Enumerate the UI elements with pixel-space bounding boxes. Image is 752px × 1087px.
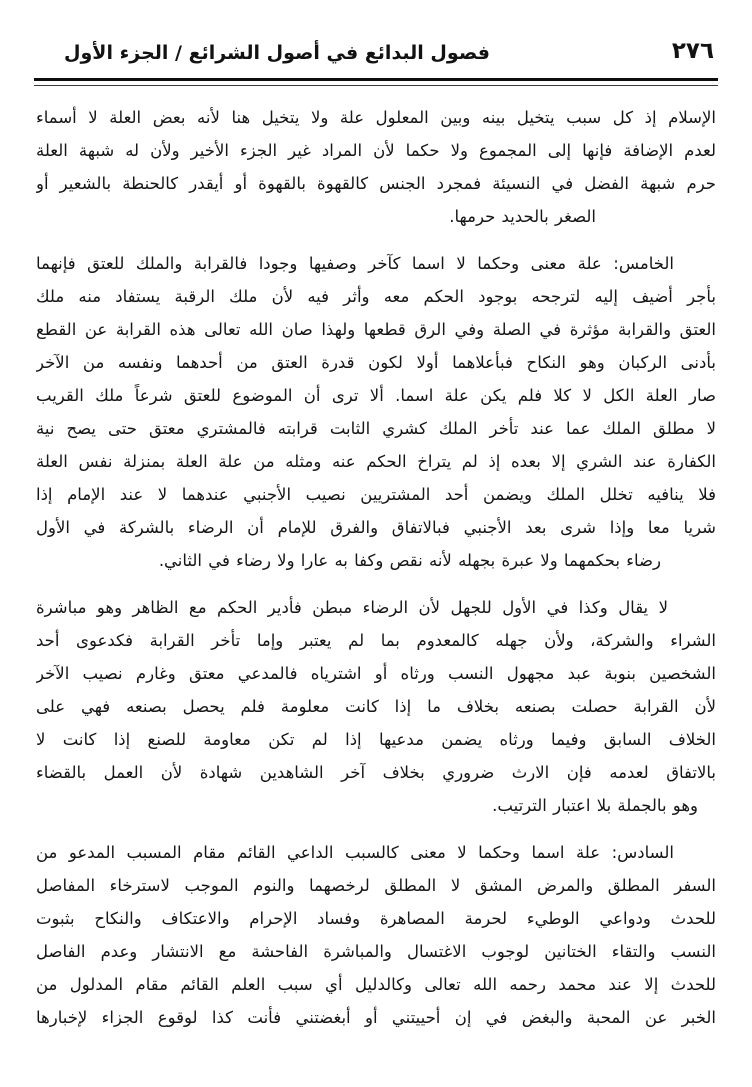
text-line: الكفارة عند الشري إلا بعده إذ لم يتراخ الحكم عنه ومثله من علة العلة بمنزلة نفس العلة [36,452,716,471]
paragraph [36,591,716,822]
text-line: الصغر بالحديد حرمها. [449,207,596,226]
header-rule-thick [34,78,718,81]
text-line: لأن القرابة حصلت بصنعه بخلاف ما إذا كانت معلومة فلم يحصل بصنعه فهي على [36,697,716,716]
text-line: العتق والقرابة مؤثرة في الصلة وفي الرق قطعها ولهذا صان الله تعالى هذه القرابة عن القطع [36,320,716,339]
text-line: بالاتفاق لعدمه فإن الارث ضروري بخلاف آخر الشاهدين شهادة لأن العمل بالقضاء [36,763,716,782]
book-header-title: فصول البدائع في أصول الشرائع / الجزء الأول [64,42,490,64]
text-line: لا يقال وكذا في الأول للجهل لأن الرضاء مبطن فأدير الحكم مع الظاهر وهو مباشرة [36,598,668,617]
text-line: حرم شبهة الفضل في النسيئة فمجرد الجنس كالقهوة بالقهوة أو أيقدر كالحنطة بالشعير أو [36,174,716,193]
text-line: لا مطلق الملك عما عند تأخر الملك كشري الثابت قرابته فالمشتري معتق حتى يصح نية [36,419,716,438]
text-line: بأدنى الركبان وهو النكاح فبأعلاهما أولا لكون قدرة العتق من أحدهما ونفسه من الآخر [36,353,716,372]
header-rule-thin [34,85,718,86]
text-line: السفر المطلق والمرض المشق لا المطلق لرخصهما والنوم الموجب لاسترخاء المفاصل [36,876,716,895]
text-line: الخلاف السابق وفيما ورثاه يضمن مدعيها إذا لم تكن معاومة للصنع إذا كانت لا [36,730,716,749]
text-line: للحدث ودواعي الوطيء لحرمة المصاهرة وفساد الإحرام والاعتكاف والنكاح بثبوت [36,909,716,928]
text-line: فلا ينافيه تخلل الملك ويضمن أحد المشتريين نصيب الأجنبي عندهما لا عند الإمام إذا [36,485,716,504]
text-line: الإسلام إذ كل سبب يتخيل بينه وبين المعلول علة ولا يتخيل هنا لأنه بعض العلة لا أسماء [36,108,716,127]
text-line: صار العلة الكل لا كلا فلم يكن علة اسما. ألا ترى أن الموضوع للعتق شرعاً ملك القريب [36,386,716,405]
text-line: الخامس: علة معنى وحكما لا اسما كآخر وصفيها وجودا فالقرابة والملك للعتق فإنهما [36,254,674,273]
text-line: الخبر عن المحبة والبغض في إن أحييتني أو أبغضتني فأنت كذا لوقوع الجزاء لإخبارها [36,1008,716,1027]
text-line: الشخصين بنوبة عبد مجهول النسب ورثاه أو اشترياه فالمدعي معتق وغارم نصيب الآخر [36,664,716,683]
text-line: النسب والتقاء الختانين لوجوب الاغتسال والمباشرة الفاحشة مع الانتشار وعدم الفاصل [36,942,716,961]
text-line: الشراء والشركة، ولأن جهله كالمعدوم بما لم يعتبر وإما تأخر القرابة فكدعوى أحد [36,631,716,650]
text-line: لعدم الإضافة فإنها إلى المجموع ولا حكما لأن المراد غير الجزء الأخير ولأن له شبهة العلة [36,141,716,160]
text-line: رضاء بحكمهما ولا عبرة بجهله لأنه نقص وكفا به عارا ولا رضاء في الثاني. [158,551,661,570]
text-line: وهو بالجملة بلا اعتبار الترتيب. [492,796,698,815]
text-line: بأجر أضيف إليه لترجحه بوجود الحكم معه وأثر فيه لأن ملك الرقبة يستفاد منه ملك [36,287,716,306]
text-line: السادس: علة اسما وحكما لا معنى كالسبب الداعي القائم مقام المسبب المدعو من [36,843,674,862]
text-line: شريا معا وإذا شرى بعد الأجنبي فبالاتفاق والفرق للإمام أن الرضاء بالشركة في الأول [36,518,716,537]
paragraph [36,101,716,233]
page-body [36,101,716,1034]
paragraph [36,247,716,577]
paragraph [36,836,716,1034]
text-line: للحدث إلا عند محمد رحمه الله تعالى وكالدليل أي سبب العلم القائم مقام المدلول من [36,975,716,994]
page-number: ٢٧٦ [671,38,714,64]
